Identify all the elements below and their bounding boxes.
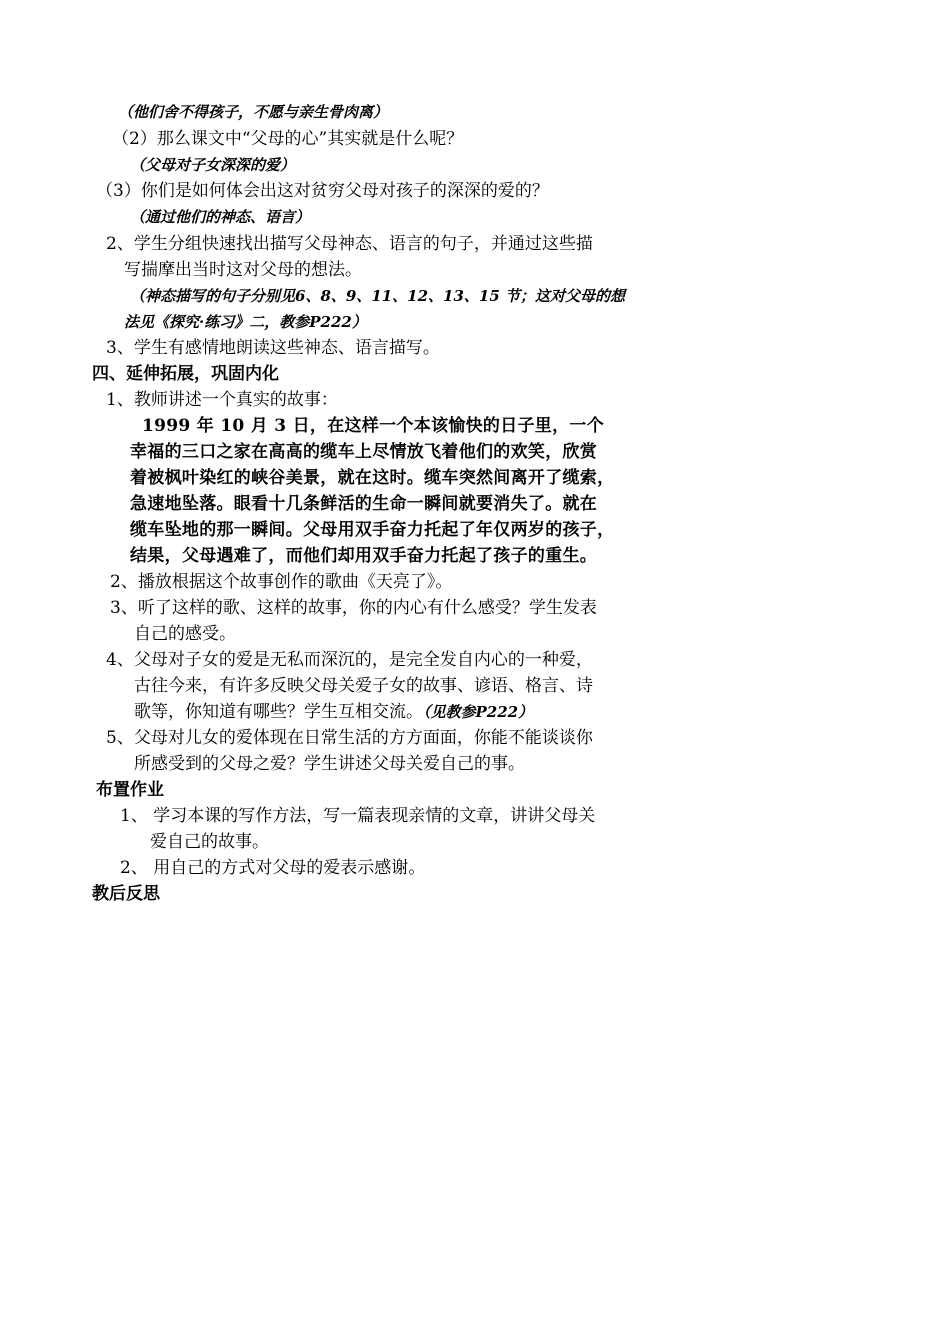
story-line: 着被枫叶染红的峡谷美景，就在这时。缆车突然间离开了缆索， [130, 468, 615, 488]
step-1: 1、教师讲述一个真实的故事： [106, 390, 338, 410]
question-3: （3）你们是如何体会出这对贫穷父母对孩子的深深的爱的？ [96, 181, 549, 201]
homework-item-2: 2、 用自己的方式对父母的爱表示感谢。 [120, 858, 426, 878]
step-5-cont: 所感受到的父母之爱？学生讲述父母关爱自己的事。 [134, 754, 525, 774]
step-5: 5、父母对儿女的爱体现在日常生活的方方面面，你能不能谈谈你 [106, 728, 593, 748]
answer-note: （父母对子女深深的爱） [130, 156, 296, 174]
story-line: 幸福的三口之家在高高的缆车上尽情放飞着他们的欢笑，欣赏 [130, 442, 598, 462]
section-heading: 四、延伸拓展，巩固内化 [92, 364, 279, 384]
reference-note: （见教参P222） [423, 703, 534, 721]
story-line: 缆车坠地的那一瞬间。父母用双手奋力托起了年仅两岁的孩子， [130, 520, 615, 540]
homework-item-1: 1、 学习本课的写作方法，写一篇表现亲情的文章，讲讲父母关 [120, 806, 596, 826]
step-3: 3、听了这样的歌、这样的故事，你的内心有什么感受？学生发表 [110, 598, 597, 618]
step-4: 4、父母对子女的爱是无私而深沉的，是完全发自内心的一种爱， [106, 650, 593, 670]
step-4-cont [134, 701, 533, 723]
question-2: （2）那么课文中“父母的心”其实就是什么呢？ [112, 129, 464, 149]
step-4-text: 歌等，你知道有哪些？学生互相交流。 [134, 702, 423, 722]
homework-heading: 布置作业 [96, 780, 164, 800]
story-line: 急速地坠落。眼看十几条鲜活的生命一瞬间就要消失了。就在 [130, 494, 598, 514]
answer-note: （他们舍不得孩子，不愿与亲生骨肉离） [118, 103, 389, 121]
step-2-cont: 写揣摩出当时这对父母的想法。 [124, 260, 362, 280]
step-2: 2、播放根据这个故事创作的歌曲《天亮了》。 [110, 572, 453, 592]
story-line: 1999 年 10 月 3 日，在这样一个本该愉快的日子里，一个 [142, 416, 604, 436]
answer-note: （通过他们的神态、语言） [130, 208, 311, 226]
step-3-cont: 自己的感受。 [134, 624, 236, 644]
answer-note: （神态描写的句子分别见6、8、9、11、12、13、15 节；这对父母的想 [130, 287, 626, 305]
answer-note-cont: 法见《探究·练习》二，教参P222） [124, 313, 367, 331]
step-3: 3、学生有感情地朗读这些神态、语言描写。 [106, 338, 440, 358]
reflection-heading: 教后反思 [92, 884, 160, 904]
step-4-cont: 古往今来，有许多反映父母关爱子女的故事、谚语、格言、诗 [134, 676, 593, 696]
story-line: 结果，父母遇难了，而他们却用双手奋力托起了孩子的重生。 [130, 546, 598, 566]
step-2: 2、学生分组快速找出描写父母神态、语言的句子，并通过这些描 [106, 234, 593, 254]
homework-item-1-cont: 爱自己的故事。 [150, 832, 269, 852]
